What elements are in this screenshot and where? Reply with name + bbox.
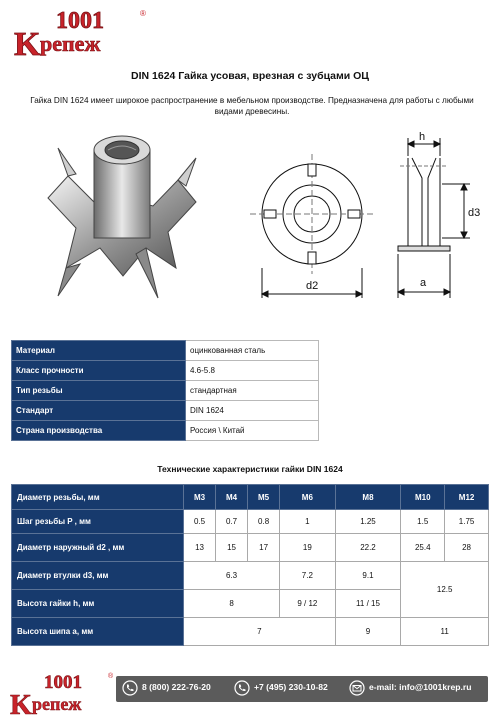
- table-row: [12, 562, 489, 590]
- property-label: Материал: [12, 341, 186, 361]
- row-label: Высота шипа a, мм: [12, 618, 184, 646]
- table-cell: 0.5: [184, 510, 216, 534]
- property-value: стандартная: [186, 381, 319, 401]
- table-row: [12, 618, 489, 646]
- dim-a-label: a: [420, 277, 427, 289]
- table-cell: 25.4: [401, 534, 445, 562]
- table-cell: 11 / 15: [335, 590, 401, 618]
- table-cell: 1.25: [335, 510, 401, 534]
- property-label: Стандарт: [12, 401, 186, 421]
- table-row: [12, 421, 319, 441]
- page-description: Гайка DIN 1624 имеет широкое распространение в мебельном производстве. Предназначена для работы с любыми видами древесины.: [30, 96, 474, 116]
- size-header: M12: [445, 485, 489, 510]
- table-cell: 1.5: [401, 510, 445, 534]
- table-cell: 8: [184, 590, 280, 618]
- table-row: [12, 361, 319, 381]
- svg-text:K: K: [14, 26, 41, 58]
- table-cell: 11: [401, 618, 489, 646]
- size-header: M3: [184, 485, 216, 510]
- table-cell: 9: [335, 618, 401, 646]
- size-header: M5: [248, 485, 280, 510]
- page-title: DIN 1624 Гайка усовая, врезная с зубцами ОЦ: [131, 70, 369, 82]
- property-label: Тип резьбы: [12, 381, 186, 401]
- svg-text:репеж: репеж: [40, 31, 101, 56]
- property-value: Россия \ Китай: [186, 421, 319, 441]
- size-header: M4: [216, 485, 248, 510]
- brand-logo[interactable]: [8, 6, 148, 58]
- dim-d3-label: d3: [468, 207, 480, 219]
- phone-1[interactable]: 8 (800) 222-76-20: [142, 682, 211, 692]
- table-cell: 6.3: [184, 562, 280, 590]
- table-cell: 1: [280, 510, 336, 534]
- table-row: [12, 381, 319, 401]
- table-cell: 13: [184, 534, 216, 562]
- table-cell: 9 / 12: [280, 590, 336, 618]
- dim-d2-label: d2: [306, 280, 319, 292]
- table-row: [12, 510, 489, 534]
- table-cell: 7: [184, 618, 336, 646]
- table-row: [12, 401, 319, 421]
- table-cell: 12.5: [401, 562, 489, 618]
- specs-title: Технические характеристики гайки DIN 1624: [157, 464, 343, 474]
- property-value: DIN 1624: [186, 401, 319, 421]
- table-cell: 0.8: [248, 510, 280, 534]
- table-cell: 17: [248, 534, 280, 562]
- product-photo: [28, 128, 218, 308]
- size-header: M8: [335, 485, 401, 510]
- brand-number: 1001: [56, 8, 104, 34]
- properties-table: [11, 340, 319, 441]
- property-label: Класс прочности: [12, 361, 186, 381]
- row-label: Диаметр наружный d2 , мм: [12, 534, 184, 562]
- phone-2[interactable]: +7 (495) 230-10-82: [254, 682, 328, 692]
- phone-icon: [234, 680, 250, 696]
- table-row: [12, 534, 489, 562]
- svg-text:K: K: [10, 690, 32, 716]
- size-header-label: Диаметр резьбы, мм: [12, 485, 184, 510]
- svg-text:1001: 1001: [44, 672, 82, 693]
- table-cell: 0.7: [216, 510, 248, 534]
- property-label: Страна производства: [12, 421, 186, 441]
- table-cell: 7.2: [280, 562, 336, 590]
- svg-text:репеж: репеж: [32, 694, 82, 714]
- technical-drawing: [240, 128, 480, 308]
- svg-text:®: ®: [108, 673, 114, 680]
- email-link[interactable]: e-mail: info@1001krep.ru: [369, 682, 472, 692]
- table-cell: 1.75: [445, 510, 489, 534]
- table-cell: 19: [280, 534, 336, 562]
- size-header: M6: [280, 485, 336, 510]
- table-cell: 22.2: [335, 534, 401, 562]
- row-label: Высота гайки h, мм: [12, 590, 184, 618]
- specs-table: [11, 484, 489, 646]
- table-cell: 15: [216, 534, 248, 562]
- table-row: [12, 341, 319, 361]
- contact-bar: [116, 676, 488, 702]
- row-label: Диаметр втулки d3, мм: [12, 562, 184, 590]
- row-label: Шаг резьбы P , мм: [12, 510, 184, 534]
- table-cell: 9.1: [335, 562, 401, 590]
- dim-h-label: h: [419, 131, 426, 143]
- svg-text:®: ®: [140, 9, 146, 18]
- mail-icon: [349, 680, 365, 696]
- property-value: 4.6-5.8: [186, 361, 319, 381]
- table-cell: 28: [445, 534, 489, 562]
- property-value: оцинкованная сталь: [186, 341, 319, 361]
- phone-icon: [122, 680, 138, 696]
- table-header-row: [12, 485, 489, 510]
- footer-logo[interactable]: [8, 670, 116, 716]
- size-header: M10: [401, 485, 445, 510]
